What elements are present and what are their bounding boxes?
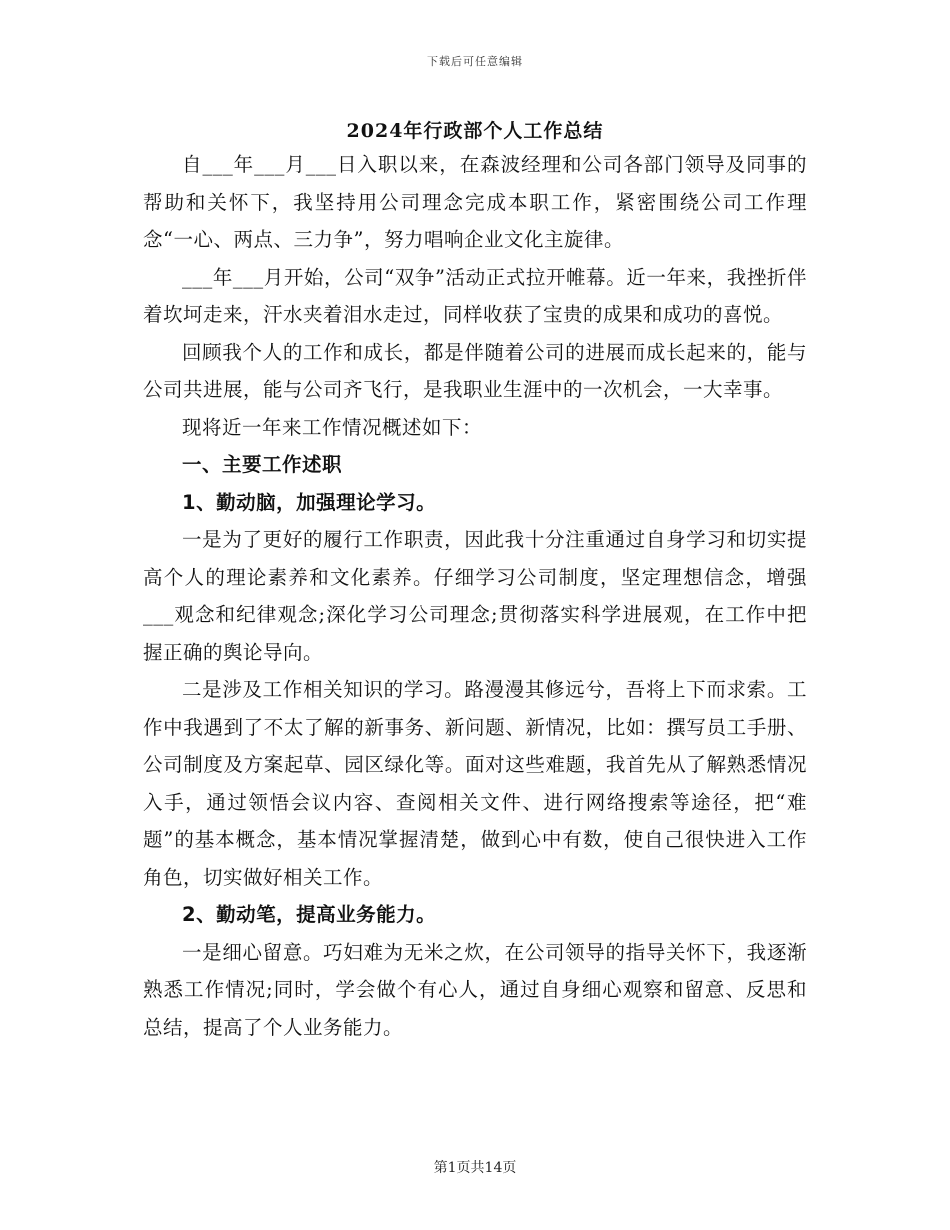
paragraph: 现将近一年来工作情况概述如下： <box>182 415 483 439</box>
paragraph: 自___年___月___日入职以来，在森波经理和公司各部门领导及同事的帮助和关怀下，我坚持用公司理念完成本职工作，紧密围绕公司工作理念“一心、两点、三力争”，努力唱响企业文化主旋律。 <box>143 153 807 251</box>
paragraph: 二是涉及工作相关知识的学习。路漫漫其修远兮，吾将上下而求索。工作中我遇到了不太了解的新事务、新问题、新情况，比如：撰写员工手册、公司制度及方案起草、园区绿化等。面对这些难题，我首先从了解熟悉情况入手，通过领悟会议内容、查阅相关文件、进行网络搜索等途径，把“难题”的基本概念，基本情况掌握清楚，做到心中有数，使自己很快进入工作角色，切实做好相关工作。 <box>143 678 807 889</box>
subsection-heading: 1、勤动脑，加强理论学习。 <box>182 490 437 514</box>
document-title: 2024年行政部个人工作总结 <box>346 120 604 142</box>
page-footer: 第1页共14页 <box>433 1160 517 1176</box>
paragraph: 一是细心留意。巧妇难为无米之炊，在公司领导的指导关怀下，我逐渐熟悉工作情况;同时，学会做个有心人，通过自身细心观察和留意、反思和总结，提高了个人业务能力。 <box>143 940 807 1039</box>
paragraph: 回顾我个人的工作和成长，都是伴随着公司的进展而成长起来的，能与公司共进展，能与公司齐飞行，是我职业生涯中的一次机会，一大幸事。 <box>143 340 807 401</box>
header-note: 下载后可任意编辑 <box>427 55 523 68</box>
paragraph: 一是为了更好的履行工作职责，因此我十分注重通过自身学习和切实提高个人的理论素养和文化素养。仔细学习公司制度，坚定理想信念，增强___观念和纪律观念;深化学习公司理念;贯彻落实科学进展观，在工作中把握正确的舆论导向。 <box>143 528 807 664</box>
section-heading: 一、主要工作述职 <box>182 453 343 476</box>
document-body <box>143 146 807 1046</box>
paragraph: ___年___月开始，公司“双争”活动正式拉开帷幕。近一年来，我挫折伴着坎坷走来，汗水夹着泪水走过，同样收获了宝贵的成果和成功的喜悦。 <box>143 265 807 326</box>
subsection-heading: 2、勤动笔，提高业务能力。 <box>182 903 437 926</box>
